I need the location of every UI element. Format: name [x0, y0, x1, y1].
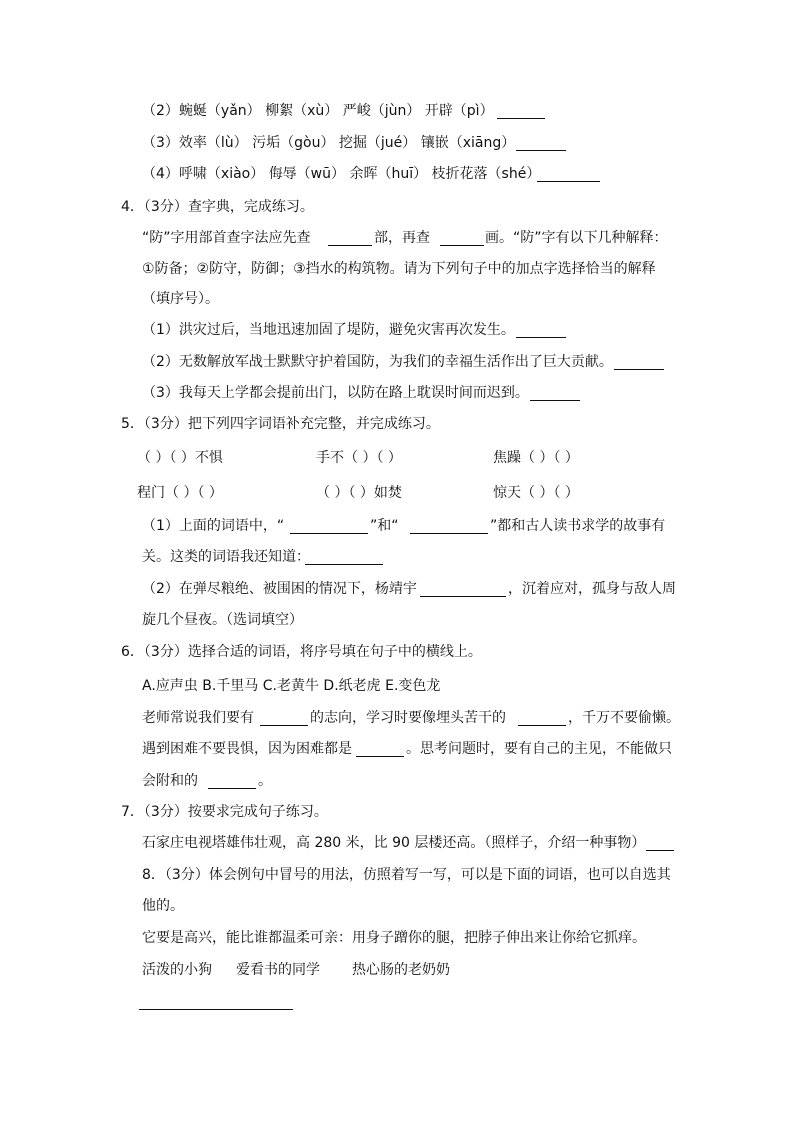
- q5-part-1-a: （1）上面的词语中，“: [142, 518, 285, 534]
- q6-options: A.应声虫 B.千里马 C.老黄牛 D.纸老虎 E.变色龙: [142, 678, 441, 694]
- q4-line-1: [142, 229, 702, 247]
- q5-part-2-cont: 旋几个昼夜。（选词填空）: [142, 612, 303, 628]
- q4-line-2: ①防备；②防守，防御；③挡水的构筑物。请为下列句子中的加点字选择恰当的解释: [142, 261, 656, 277]
- q3-item-4-text: （4）呼啸（xiào） 侮辱（wū） 余晖（huī） 枝折花落（shé）: [142, 166, 541, 182]
- q4-sentence-2: （2）无数解放军战士默默守护着国防，为我们的幸福生活作出了巨大贡献。: [142, 354, 613, 370]
- q4-line-1-c: 画。“防”字有以下几种解释：: [485, 230, 668, 246]
- q3-item-4-answer-blank[interactable]: [537, 181, 600, 182]
- q8-answer-line[interactable]: [139, 1009, 293, 1010]
- q4-line-1-b: 部，再查: [374, 230, 430, 246]
- q3-item-2-text: （2）蜿蜒（yǎn） 柳絮（xù） 严峻（jùn） 开辟（pì）: [142, 103, 494, 119]
- q6-line-1: [142, 709, 682, 727]
- q4-heading: 4．（3分）查字典，完成练习。: [121, 199, 314, 215]
- q6-line-1-b: 的志向，学习时要像埋头苦干的: [310, 710, 506, 726]
- q3-item-3-answer-blank[interactable]: [516, 150, 566, 151]
- q4-sentence-1: （1）洪灾过后，当地迅速加固了堤防，避免灾害再次发生。: [142, 322, 515, 338]
- q6-blank-2[interactable]: [518, 725, 566, 726]
- q6-blank-4[interactable]: [208, 788, 256, 789]
- q3-item-2-answer-blank[interactable]: [497, 118, 545, 119]
- q6-line-2-a: 遇到困难不要畏惧，因为困难都是: [142, 741, 352, 757]
- q5-part-1-b: ”和“: [370, 518, 399, 534]
- q4-sentence-3-blank[interactable]: [530, 400, 580, 401]
- q4-sentence-1-blank[interactable]: [516, 337, 566, 338]
- q3-item-4: [142, 165, 540, 183]
- q5-word-3[interactable]: 焦躁（ ）（ ）: [493, 450, 579, 466]
- q7-answer-blank[interactable]: [646, 850, 674, 851]
- q6-line-2-b: 。思考问题时，要有自己的主见，不能做只: [406, 741, 672, 757]
- q5-word-5[interactable]: （ ）（ ）如焚: [316, 485, 402, 501]
- q6-line-3: [142, 772, 442, 790]
- q5-part-1-cont: 关。这类的词语我还知道：: [142, 549, 310, 565]
- q8-word-2: 爱看书的同学: [236, 962, 320, 978]
- q4-line-1-a: “防”字用部首查字法应先查: [142, 230, 311, 246]
- q5-heading: 5．（3分）把下列四字词语补充完整，并完成练习。: [121, 416, 440, 432]
- q5-part-1-c: ”都和古人读书求学的故事有: [490, 518, 666, 534]
- q5-word-1[interactable]: （ ）（ ）不惧: [137, 450, 223, 466]
- q8-word-3: 热心肠的老奶奶: [352, 962, 450, 978]
- q6-line-1-c: ，千万不要偷懒。: [568, 710, 680, 726]
- q5-word-6[interactable]: 惊天（ ）（ ）: [493, 485, 579, 501]
- q5-part-1: [142, 517, 682, 535]
- q6-line-2: [142, 740, 682, 758]
- q4-sentence-2-blank[interactable]: [614, 369, 664, 370]
- q6-line-3-b: 。: [258, 773, 272, 789]
- q5-idiom-blank-2[interactable]: [410, 533, 488, 534]
- q7-line-1: 石家庄电视塔雄伟壮观，高 280 米，比 90 层楼还高。（照样子，介绍一种事物）: [142, 835, 646, 851]
- q4-radical-blank[interactable]: [328, 245, 372, 246]
- q5-similar-idioms-blank[interactable]: [305, 564, 383, 565]
- q5-part-2: [142, 580, 682, 598]
- q3-item-3: [142, 134, 515, 152]
- q5-part-2-a: （2）在弹尽粮绝、被围困的情况下，杨靖宇: [142, 581, 417, 597]
- q3-item-2: [142, 102, 494, 120]
- q4-strokes-blank[interactable]: [440, 245, 484, 246]
- q4-sentence-3: （3）我每天上学都会提前出门，以防在路上耽误时间而迟到。: [142, 385, 529, 401]
- q6-line-3-a: 会附和的: [142, 773, 198, 789]
- q8-heading-cont: 他的。: [142, 898, 184, 914]
- q5-idiom-blank-1[interactable]: [290, 533, 368, 534]
- q6-blank-3[interactable]: [356, 756, 404, 757]
- q4-line-3: （填序号）。: [142, 291, 219, 307]
- q3-item-3-text: （3）效率（lù） 污垢（gòu） 挖掘（jué） 镶嵌（xiāng）: [142, 135, 516, 151]
- q7-heading: 7．（3分）按要求完成句子练习。: [121, 804, 328, 820]
- q8-word-1: 活泼的小狗: [142, 962, 212, 978]
- q5-part-2-b: ，沉着应对，孤身与敌人周: [508, 581, 676, 597]
- q6-blank-1[interactable]: [260, 725, 308, 726]
- q8-example: 它要是高兴，能比谁都温柔可亲：用身子蹭你的腿，把脖子伸出来让你给它抓痒。: [142, 930, 646, 946]
- q5-fill-idiom-blank[interactable]: [420, 596, 506, 597]
- q5-word-2[interactable]: 手不（ ）（ ）: [316, 450, 402, 466]
- q6-heading: 6．（3分）选择合适的词语，将序号填在句子中的横线上。: [121, 644, 482, 660]
- q8-heading: 8．（3分）体会例句中冒号的用法，仿照着写一写，可以是下面的词语，也可以自选其: [142, 867, 671, 883]
- q5-word-4[interactable]: 程门（ ）（ ）: [137, 485, 223, 501]
- q6-line-1-a: 老师常说我们要有: [142, 710, 254, 726]
